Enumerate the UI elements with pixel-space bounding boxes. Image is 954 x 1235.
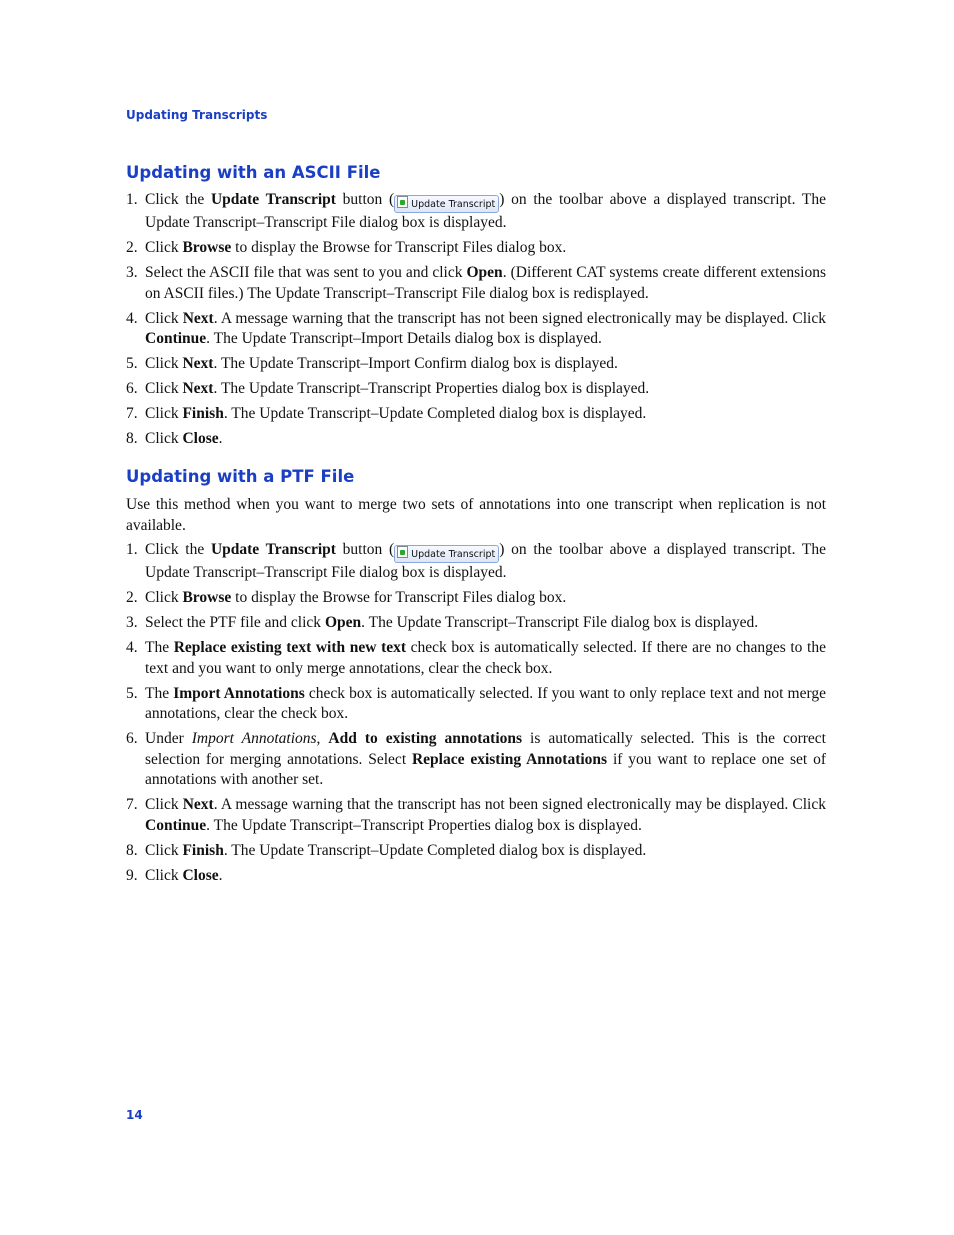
running-head: Updating Transcripts (126, 108, 268, 122)
list-item: 7. Click Next. A message warning that the transcript has not been signed electronically may be displayed. Click Continue. The Update Transcript–Transcript Properties dialog box is displayed. (126, 796, 826, 834)
list-item: 5. The Import Annotations check box is automatically selected. If you want to only replace text and not merge annotations, clear the check box. (126, 684, 826, 722)
ptf-intro-paragraph: Use this method when you want to merge two sets of annotations into one transcript when replication is not available. (126, 496, 826, 534)
list-item: 3. Select the PTF file and click Open. The Update Transcript–Transcript File dialog box is displayed. (126, 614, 759, 631)
section-heading-ptf: Updating with a PTF File (126, 467, 355, 486)
list-item: 1. Click the Update Transcript button ( Update Transcript ) on the toolbar above a displayed transcript. The Update Transcript–Transcript File dialog box is displayed. (126, 541, 826, 581)
list-item: 9. Click Close. (126, 866, 223, 884)
page-number: 14 (126, 1108, 143, 1122)
update-transcript-icon (397, 196, 408, 208)
ptf-steps-list (126, 540, 826, 891)
list-item: 2. Click Browse to display the Browse for Transcript Files dialog box. (126, 239, 567, 256)
update-transcript-icon (397, 546, 408, 558)
list-item: 1. Click the Update Transcript button ( Update Transcript ) on the toolbar above a displayed transcript. The Update Transcript–Transcript File dialog box is displayed. (126, 191, 826, 231)
list-item: 3. Select the ASCII file that was sent to you and click Open. (Different CAT systems create different extensions on ASCII files.) The Update Transcript–Transcript File dialog box is redisplayed. (126, 264, 826, 302)
list-item: 6. Click Next. The Update Transcript–Transcript Properties dialog box is displayed. (126, 380, 650, 397)
list-item: 8. Click Close. (126, 430, 223, 447)
update-transcript-toolbar-button: Update Transcript (394, 545, 499, 563)
list-item: 4. Click Next. A message warning that the transcript has not been signed electronically may be displayed. Click Continue. The Update Transcript–Import Details dialog box is displayed. (126, 309, 826, 347)
list-item: 6. Under Import Annotations, Add to existing annotations is automatically selected. This is the correct selection for merging annotations. Select Replace existing Annotations if you want to replace one set of annotations with another set. (126, 730, 826, 788)
ascii-steps-list (126, 190, 826, 454)
list-item: 4. The Replace existing text with new text check box is automatically selected. If there are no changes to the text and you want to only merge annotations, clear the check box. (126, 639, 826, 677)
list-item: 2. Click Browse to display the Browse for Transcript Files dialog box. (126, 589, 567, 606)
list-item: 5. Click Next. The Update Transcript–Import Confirm dialog box is displayed. (126, 355, 618, 372)
section-heading-ascii: Updating with an ASCII File (126, 163, 381, 182)
list-item: 7. Click Finish. The Update Transcript–Update Completed dialog box is displayed. (126, 405, 647, 422)
list-item: 8. Click Finish. The Update Transcript–Update Completed dialog box is displayed. (126, 841, 647, 859)
update-transcript-toolbar-button: Update Transcript (394, 195, 499, 213)
